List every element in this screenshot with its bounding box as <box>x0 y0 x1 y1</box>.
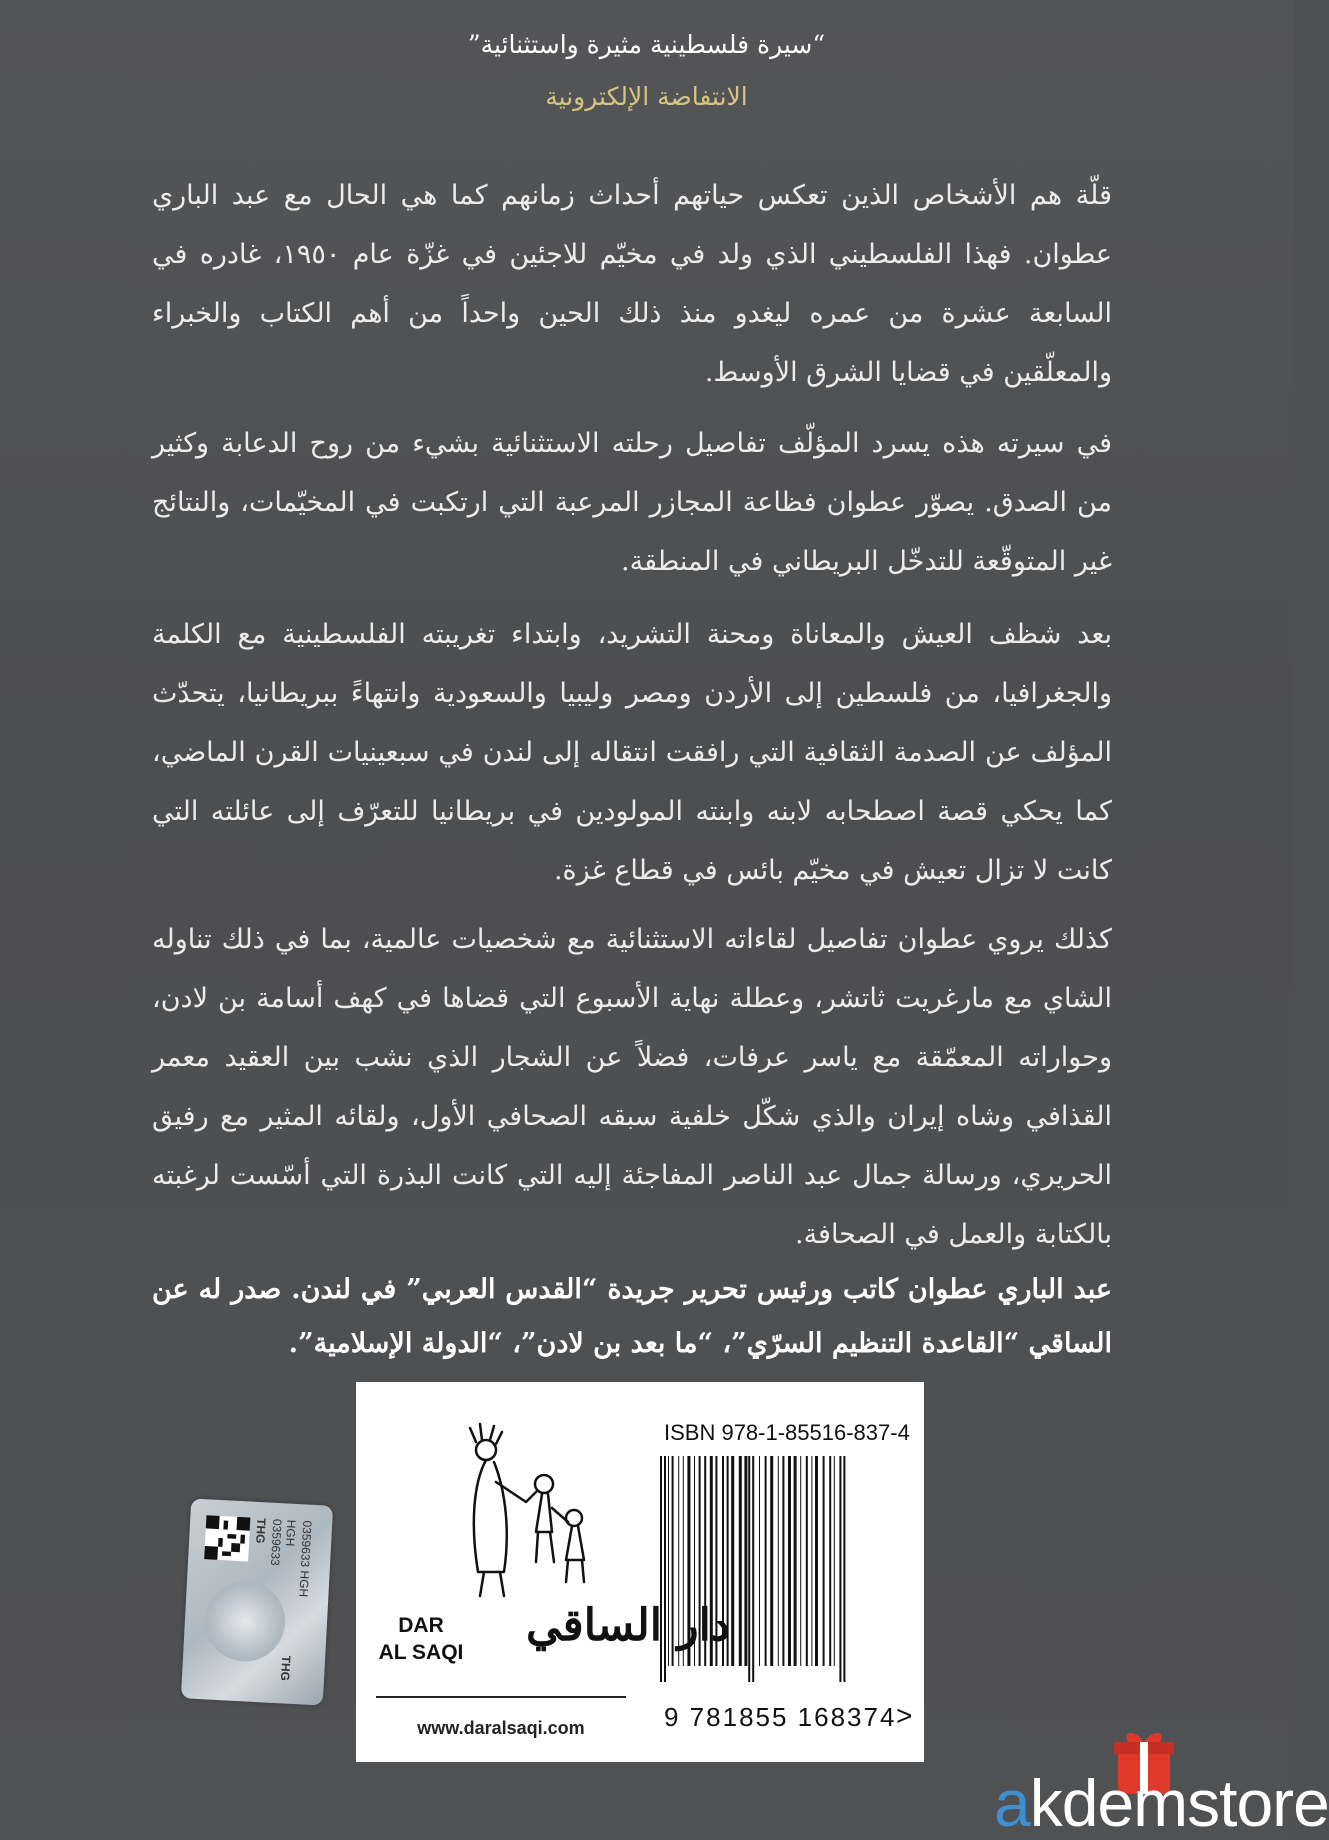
barcode-digits: 9 781855 168374 <box>664 1702 897 1732</box>
qr-code-icon <box>204 1515 250 1561</box>
sticker-code: 0359633 <box>267 1518 285 1566</box>
publisher-url: www.daralsaqi.com <box>417 1718 585 1738</box>
blurb-paragraph-1: قلّة هم الأشخاص الذين تعكس حياتهم أحداث زمانهم كما هي الحال مع عبد الباري عطوان. فهذا الفلسطيني الذي ولد في مخيّم للاجئين في غزّة عام ١٩٥٠، غادره في السابعة عشرة من عمره ليغدو منذ ذلك الحين واحداً من أهم الكتاب والخبراء والمعلّقين في قضايا الشرق الأوسط. <box>152 180 1112 388</box>
store-watermark: akdemstore <box>994 1766 1329 1840</box>
barcode-arrow: > <box>896 1700 913 1731</box>
blurb-paragraph-4: كذلك يروي عطوان تفاصيل لقاءاته الاستثنائية مع شخصيات عالمية، بما في ذلك تناوله الشاي مع مارغريت ثاتشر، وعطلة نهاية الأسبوع التي قضاها في كهف أسامة بن لادن، وحواراته المعمّقة مع ياسر عرفات، فضلاً عن الشجار الذي نشب بين العقيد معمر القذافي وشاه إيران والذي شكّل خلفية سبقه الصحافي الأول، ولقائه المثير مع رفيق الحريري، ورسالة جمال عبد الناصر المفاجئة إليه التي كانت البذرة التي أسّست لرغبته بالكتابة والعمل في الصحافة. <box>152 924 1112 1250</box>
panel-divider <box>376 1696 626 1698</box>
hologram-seal-icon <box>203 1579 287 1663</box>
sticker-suffix: HGH <box>282 1519 299 1547</box>
endorsement-source: الانتفاضة الإلكترونية <box>545 82 748 111</box>
isbn-label: ISBN 978-1-85516-837-4 <box>664 1420 910 1445</box>
barcode-panel <box>356 1382 924 1762</box>
blurb-paragraph-2: في سيرته هذه يسرد المؤلّف تفاصيل رحلته الاستثنائية بشيء من روح الدعابة وكثير من الصدق. يصوّر عطوان فظاعة المجازر المرعبة التي ارتكبت في المخيّمات، والنتائج غير المتوقّعة للتدخّل البريطاني في المنطقة. <box>152 428 1112 577</box>
sticker-brand-repeat: THG <box>277 1655 294 1682</box>
endorsement-quote: “سيرة فلسطينية مثيرة واستثنائية” <box>467 30 826 59</box>
blurb-paragraph-3: بعد شظف العيش والمعاناة ومحنة التشريد، وابتداء تغريبته الفلسطينية مع الكلمة والجغرافيا، من فلسطين إلى الأردن ومصر وليبيا والسعودية وانتهاءً ببريطانيا، يتحدّث المؤلف عن الصدمة الثقافية التي رافقت انتقاله إلى لندن في سبعينيات القرن الماضي، كما يحكي قصة اصطحابه لابنه وابنته المولودين في بريطانيا للتعرّف إلى عائلته التي كانت لا تزال تعيش في مخيّم بائس في قطاع غزة. <box>152 619 1112 886</box>
publisher-name-en: DAR AL SAQI <box>378 1614 464 1664</box>
sticker-brand: THG <box>253 1517 269 1544</box>
publisher-name-ar: دار الساقي <box>526 1600 731 1651</box>
publisher-figures-icon <box>456 1422 626 1602</box>
sticker-code-full: 0359633 HGH <box>296 1520 315 1598</box>
hologram-sticker <box>181 1498 333 1705</box>
author-bio: عبد الباري عطوان كاتب ورئيس تحرير جريدة “القدس العربي” في لندن. صدر له عن الساقي “القاعدة التنظيم السرّي”، “ما بعد بن لادن”، “الدولة الإسلامية”. <box>152 1274 1112 1359</box>
